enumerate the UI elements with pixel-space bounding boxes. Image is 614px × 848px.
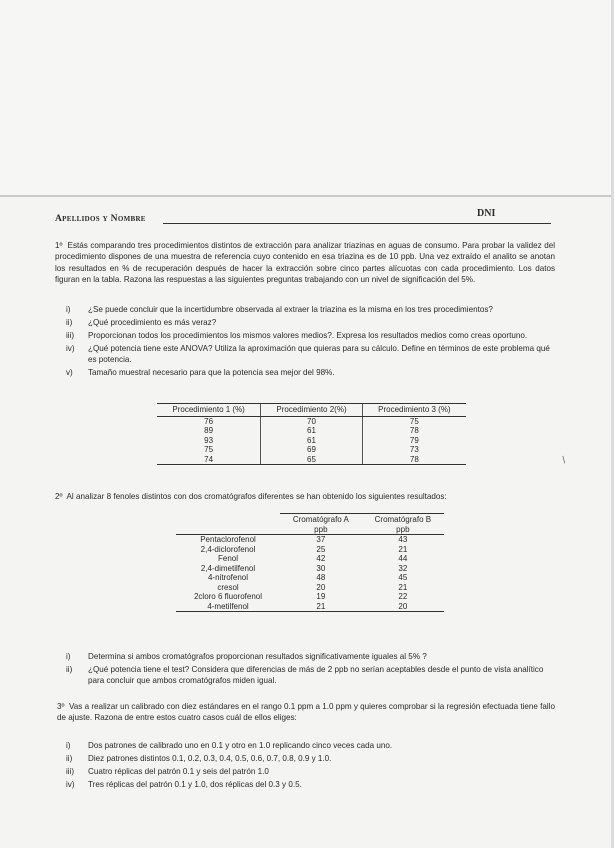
q1-intro-text: Estás comparando tres procedimientos distintos de extracción para analizar triazinas en aguas de consumo. Para probar la validez del procedimiento dispones de una muestra de referencia cuyo contenido en esa triazina es de 10 ppb. Una vez extraído el analito se anotan los resultados en % de recuperación después de hacer la extracción sobre cinco partes alícuotas con cada procedimiento. Los datos figuran en la tabla. Razona las respuestas a las siguientes preguntas trabajando con un nivel de significación del 5%. (55, 241, 555, 284)
dni-line (501, 223, 551, 224)
dni-label: DNI (477, 208, 496, 219)
q1-questions (66, 304, 556, 380)
column-header: Cromatógrafo A ppb (280, 514, 362, 535)
list-item: v) Tamaño muestral necesario para que la potencia sea mejor del 98%. (66, 368, 335, 377)
q2-intro (55, 491, 555, 502)
exam-header (55, 208, 555, 224)
column-header: Procedimiento 2(%) (261, 404, 363, 417)
list-item: ii) ¿Qué potencia tiene el test? Considera que diferencias de más de 2 ppb no serían aceptables desde el punto de vista analítico para concluir que ambos cromatógrafos miden igual. (66, 665, 544, 685)
table-header-row (157, 404, 466, 417)
table-row: 2,4-dimetilfenol 30 32 (200, 563, 408, 573)
q2-questions (66, 651, 556, 688)
blank-upper-area (0, 0, 614, 195)
table-row: 2cloro 6 fluorofenol 19 22 (193, 592, 408, 601)
page-fold-line (0, 195, 614, 197)
table-row: 76 70 75 (157, 416, 466, 426)
list-item: iii) Proporcionan todos los procedimientos los mismos valores medios?. Expresa los resultados medios como creas oportuno. (66, 331, 528, 340)
column-header: Cromatógrafo B ppb (362, 514, 444, 535)
name-label: Apellidos y Nombre (55, 214, 146, 224)
column-header: Procedimiento 1 (%) (157, 404, 261, 417)
list-item: ii) ¿Qué procedimiento es más veraz? (66, 318, 217, 327)
table-row: 4-metilfenol 21 20 (176, 602, 444, 612)
table-row: Fenol 42 44 (217, 554, 408, 563)
list-item: iv) ¿Qué potencia tiene este ANOVA? Utiliza la aproximación que quieras para su cálculo. Define en términos de este problema qué es potencia. (66, 344, 550, 364)
q1-data-table (157, 403, 466, 465)
q3-intro (57, 701, 555, 724)
table-row: 2,4-diclorofenol 25 21 (200, 544, 408, 554)
q3-number: 3º (57, 702, 65, 711)
q2-number: 2º (55, 492, 63, 501)
q3-intro-text: Vas a realizar un calibrado con diez estándares en el rango 0.1 ppm a 1.0 ppm y quieres comprobar si la regresión efectuada tiene fallo de ajuste. Razona de entre estos cuatro casos cuál de ellos eliges: (57, 702, 556, 723)
q3-options (66, 740, 556, 792)
list-item: i) Determina si ambos cromatógrafos proporcionan resultados significativamente iguales al 5% ? (66, 652, 427, 661)
q1-intro (55, 240, 555, 285)
q2-intro-text: Al analizar 8 fenoles distintos con dos cromatógrafos diferentes se han obtenido los siguientes resultados: (66, 492, 447, 501)
table-row: 4-nitrofenol 48 45 (207, 573, 408, 582)
list-item: ii) Diez patrones distintos 0.1, 0.2, 0.3, 0.4, 0.5, 0.6, 0.7, 0.8, 0.9 y 1.0. (66, 754, 332, 763)
q1-number: 1º (55, 241, 63, 250)
table-row: cresol 20 21 (217, 582, 408, 592)
table-header-row (176, 514, 444, 535)
table-row: 75 69 73 (157, 445, 466, 455)
q2-data-table (176, 513, 444, 612)
list-item: iv) Tres réplicas del patrón 0.1 y 1.0, dos réplicas del 0.3 y 0.5. (66, 780, 302, 789)
pen-mark: / (560, 455, 569, 466)
name-line (163, 223, 533, 224)
list-item: i) ¿Se puede concluir que la incertidumbre observada al extraer la triazina es la misma en los tres procedimientos? (66, 305, 493, 314)
table-row: 74 65 78 (157, 455, 466, 465)
table-row: Pentaclorofenol 37 43 (200, 535, 408, 544)
list-item: iii) Cuatro réplicas del patrón 0.1 y seis del patrón 1.0 (66, 767, 269, 776)
table-row: 93 61 79 (157, 436, 466, 446)
list-item: i) Dos patrones de calibrado uno en 0.1 y otro en 1.0 replicando cinco veces cada uno. (66, 741, 393, 750)
column-header: Procedimiento 3 (%) (362, 404, 466, 417)
table-row: 89 61 78 (157, 426, 466, 436)
